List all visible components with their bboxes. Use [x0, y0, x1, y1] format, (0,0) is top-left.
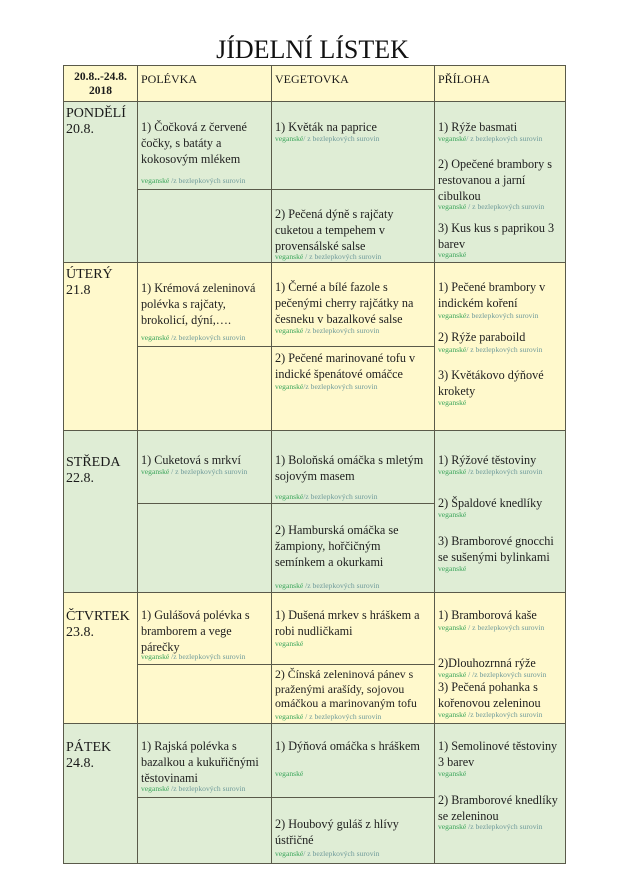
veg-cell	[271, 797, 435, 864]
header-date-range	[63, 65, 138, 102]
tag-vegan: veganské	[275, 382, 304, 391]
tag-vegan: veganské	[438, 769, 467, 778]
day-date: 23.8.	[66, 625, 94, 640]
dish-tags	[275, 712, 432, 722]
soup-cell	[137, 592, 272, 665]
tag-vegan: veganské	[141, 467, 170, 476]
side-dish: 3) Květákovo dýňové krokety	[438, 368, 544, 398]
day-name: PÁTEK	[66, 740, 112, 755]
dish-tags	[141, 652, 269, 662]
veg-dish: 2) Houbový guláš z hlívy ústřičné	[275, 817, 399, 847]
dish-tags	[275, 769, 432, 779]
tag-vegan: veganské	[438, 564, 467, 573]
tag-gluten-free: /z bezlepkových surovin	[303, 581, 380, 590]
veg-dish: 2) Pečená dýně s rajčaty cuketou a tempehem v provensálské salse	[275, 207, 394, 253]
day-monday	[63, 101, 138, 263]
veg-cell	[271, 664, 435, 724]
dish-tags	[438, 623, 563, 633]
day-name: ÚTERÝ	[66, 267, 113, 282]
veg-dish: 1) Boloňská omáčka s mletým sojovým masem	[275, 453, 424, 483]
side-cell	[434, 101, 566, 263]
dish-tags	[438, 134, 563, 144]
dish-tags	[438, 250, 563, 260]
day-name: PONDĚLÍ	[66, 106, 126, 121]
tag-gluten-free: / z bezlepkových surovin	[169, 467, 248, 476]
veg-dish: 1) Dušená mrkev s hráškem a robi nudličkami	[275, 608, 420, 638]
tag-vegan: veganské	[438, 670, 467, 679]
tag-vegan: veganské	[438, 345, 467, 354]
tag-gluten-free: /z bezlepkových surovin	[303, 492, 378, 501]
dish-tags	[275, 492, 432, 502]
soup-cell-empty	[137, 797, 272, 864]
tag-gluten-free: / z bezlepkových surovin	[466, 623, 545, 632]
soup-cell-empty	[137, 346, 272, 431]
soup-cell-empty	[137, 503, 272, 593]
side-dish: 1) Rýže basmati	[438, 120, 518, 134]
spacer	[66, 728, 135, 740]
tag-gluten-free: / z bezlepkových surovin	[303, 712, 382, 721]
spacer	[66, 597, 135, 609]
veg-dish: 2) Hamburská omáčka se žampiony, hořčičným semínkem a okurkami	[275, 523, 399, 569]
tag-vegan: veganské	[275, 252, 304, 261]
side-dish: 1) Pečené brambory v indickém koření	[438, 280, 546, 310]
tag-vegan: veganské	[275, 849, 304, 858]
tag-vegan: veganské	[275, 769, 304, 778]
tag-vegan: veganské	[141, 652, 170, 661]
veg-cell	[271, 189, 435, 263]
tag-gluten-free: /z bezlepkových surovin	[169, 652, 246, 661]
dish-tags	[438, 710, 563, 720]
tag-vegan: veganské	[275, 712, 304, 721]
veg-dish: 1) Černé a bílé fazole s pečenými cherry rajčátky na česneku v bazalkové salse	[275, 280, 414, 326]
tag-gluten-free: / z bezlepkových surovin	[303, 252, 382, 261]
veg-cell	[271, 346, 435, 431]
dish-tags	[438, 564, 563, 574]
tag-vegan: veganské	[438, 822, 467, 831]
tag-vegan: veganské	[438, 710, 467, 719]
header-side: PŘÍLOHA	[434, 65, 566, 102]
dish-tags	[438, 311, 563, 321]
soup-cell	[137, 430, 272, 504]
tag-vegan: veganské	[438, 623, 467, 632]
side-dish: 1) Bramborová kaše	[438, 608, 537, 622]
soup-dish: 1) Cuketová s mrkví	[141, 453, 241, 467]
tag-gluten-free: / z bezlepkových surovin	[466, 202, 545, 211]
day-name: ČTVRTEK	[66, 609, 130, 624]
tag-vegan: veganské	[438, 398, 467, 407]
tag-vegan: veganské	[438, 134, 467, 143]
veg-cell	[271, 101, 435, 190]
soup-cell-empty	[137, 664, 272, 724]
day-friday	[63, 723, 138, 864]
dish-tags	[275, 639, 432, 649]
tag-gluten-free: /z bezlepkových surovin	[169, 784, 246, 793]
day-thursday	[63, 592, 138, 724]
tag-gluten-free: /z bezlepkových surovin	[466, 710, 543, 719]
soup-cell-empty	[137, 189, 272, 263]
dish-tags	[438, 769, 563, 779]
veg-dish: 1) Květák na paprice	[275, 120, 377, 134]
date-range-line2: 2018	[89, 85, 112, 97]
tag-gluten-free: / z bezlepkových surovin	[466, 345, 543, 354]
header-soup: POLÉVKA	[137, 65, 272, 102]
dish-tags	[438, 345, 563, 355]
veg-cell	[271, 430, 435, 504]
tag-vegan: veganské	[438, 510, 467, 519]
tag-vegan: veganské	[275, 639, 304, 648]
dish-tags	[275, 581, 432, 591]
dish-tags	[141, 784, 269, 794]
day-date: 22.8.	[66, 471, 94, 486]
tag-vegan: veganské	[141, 333, 170, 342]
side-dish: 2) Rýže paraboild	[438, 330, 526, 344]
tag-gluten-free: /z bezlepkových surovin	[303, 326, 380, 335]
menu-table	[63, 65, 566, 864]
dish-tags	[275, 252, 432, 262]
tag-gluten-free: / z bezlepkových surovin	[303, 849, 380, 858]
side-dish: 3) Bramborové gnocchi se sušenými bylinkami	[438, 534, 554, 564]
day-wednesday	[63, 430, 138, 593]
soup-cell	[137, 101, 272, 190]
dish-tags	[141, 467, 269, 477]
tag-vegan: veganské	[275, 581, 304, 590]
tag-vegan: veganské	[141, 784, 170, 793]
dish-tags	[438, 510, 563, 520]
tag-gluten-free: /z bezlepkových surovin	[169, 333, 246, 342]
tag-vegan: veganské	[438, 250, 467, 259]
side-dish: 2) Špaldové knedlíky	[438, 496, 543, 510]
tag-gluten-free: /z bezlepkových surovin	[466, 822, 543, 831]
tag-vegan: veganské	[275, 492, 304, 501]
soup-cell	[137, 262, 272, 347]
dish-tags	[275, 382, 432, 392]
veg-dish: 2) Čínská zeleninová pánev s praženými arašídy, sojovou omáčkou a marinovaným tofu	[275, 667, 417, 710]
tag-gluten-free: z bezlepkových surovin	[466, 311, 539, 320]
side-cell	[434, 592, 566, 724]
soup-dish: 1) Čočková z červené čočky, s batáty a kokosovým mlékem	[141, 120, 247, 166]
veg-cell	[271, 592, 435, 665]
dish-tags	[438, 467, 563, 477]
dish-tags	[438, 822, 563, 832]
tag-vegan: veganské	[438, 311, 467, 320]
dish-tags	[141, 176, 269, 186]
dish-tags	[275, 134, 432, 144]
dish-tags	[141, 333, 269, 343]
side-dish: 1) Semolinové těstoviny 3 barev	[438, 739, 558, 769]
dish-tags	[438, 398, 563, 408]
veg-cell	[271, 503, 435, 593]
soup-dish: 1) Gulášová polévka s bramborem a vege párečky	[141, 608, 250, 654]
tag-gluten-free: /z bezlepkových surovin	[169, 176, 246, 185]
tag-gluten-free: / z bezlepkových surovin	[466, 134, 543, 143]
soup-dish: 1) Krémová zeleninová polévka s rajčaty, brokolicí, dýní,….	[141, 281, 256, 327]
side-dish: 2) Bramborové knedlíky se zeleninou	[438, 793, 558, 823]
side-cell	[434, 430, 566, 593]
soup-cell	[137, 723, 272, 798]
side-dish: 2)Dlouhozrnná rýže	[438, 656, 536, 670]
header-veg: VEGETOVKA	[271, 65, 435, 102]
day-tuesday	[63, 262, 138, 431]
dish-tags	[275, 849, 432, 859]
dish-tags	[275, 326, 432, 336]
side-dish: 3) Kus kus s paprikou 3 barev	[438, 221, 555, 251]
day-date: 24.8.	[66, 756, 94, 771]
date-range-line1: 20.8..-24.8.	[74, 71, 127, 83]
day-name: STŘEDA	[66, 455, 121, 470]
tag-vegan: veganské	[141, 176, 170, 185]
tag-gluten-free: /z bezlepkových surovin	[303, 382, 378, 391]
veg-cell	[271, 723, 435, 798]
tag-gluten-free: / /z bezlepkových surovin	[466, 670, 547, 679]
tag-vegan: veganské	[275, 134, 304, 143]
page-title: JÍDELNÍ LÍSTEK	[216, 35, 409, 64]
tag-vegan: veganské	[438, 467, 467, 476]
soup-dish: 1) Rajská polévka s bazalkou a kukuřičnými těstovinami	[141, 739, 259, 785]
spacer	[66, 435, 135, 455]
tag-gluten-free: /z bezlepkových surovin	[466, 467, 543, 476]
side-dish: 3) Pečená pohanka s kořenovou zeleninou	[438, 680, 541, 710]
dish-tags	[438, 202, 563, 212]
side-dish: 2) Opečené brambory s restovanou a jarní cibulkou	[438, 157, 553, 203]
side-cell	[434, 723, 566, 864]
tag-vegan: veganské	[275, 326, 304, 335]
veg-dish: 2) Pečené marinované tofu v indické špenátové omáčce	[275, 351, 416, 381]
day-date: 21.8	[66, 283, 91, 298]
day-date: 20.8.	[66, 122, 94, 137]
veg-dish: 1) Dýňová omáčka s hráškem	[275, 739, 420, 753]
side-cell	[434, 262, 566, 431]
side-dish: 1) Rýžové těstoviny	[438, 453, 537, 467]
tag-gluten-free: / z bezlepkových surovin	[303, 134, 380, 143]
veg-cell	[271, 262, 435, 347]
tag-vegan: veganské	[438, 202, 467, 211]
